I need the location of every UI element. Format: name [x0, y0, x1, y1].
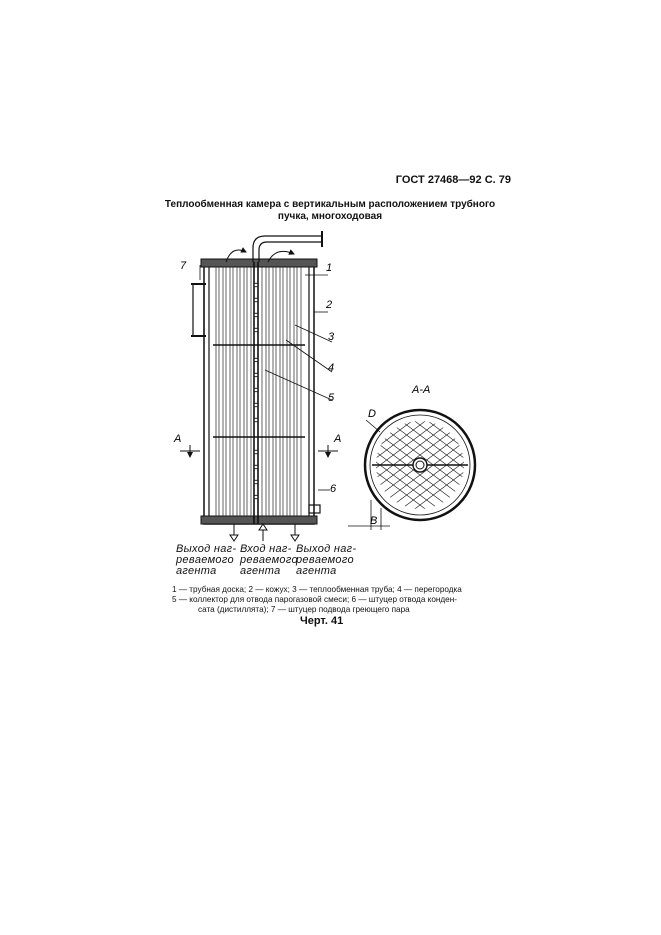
legend-line-1: 1 — трубная доска; 2 — кожух; 3 — теплообменная труба; 4 — перегородка: [172, 585, 462, 594]
flow-label-line: ревaемого: [240, 554, 298, 566]
tube-plates: [201, 259, 317, 524]
part-6-label: 6: [330, 483, 337, 495]
flow-label-line: Вход наг-: [240, 543, 292, 555]
flow-label-line: агента: [176, 565, 217, 577]
title-line-2: пучка, многоходовая: [277, 211, 383, 222]
part-5-label: 5: [328, 392, 335, 404]
standard-header: ГОСТ 27468—92 С. 79: [395, 174, 511, 186]
figure-label: Черт. 41: [300, 615, 344, 627]
part-3-label: 3: [328, 331, 335, 343]
flow-label-line: агента: [296, 565, 337, 577]
part-4-label: 4: [328, 362, 335, 374]
shell: [204, 262, 314, 524]
vapor-outlet-pipe: [253, 231, 322, 262]
legend: [172, 585, 502, 615]
part-1-label: 1: [326, 262, 333, 274]
section-marker-left: А: [174, 433, 182, 445]
flow-label-outlet-left: [176, 544, 236, 577]
section-title: А-А: [412, 384, 431, 396]
flow-label-inlet: [240, 544, 298, 577]
steam-inlet-nozzle: [191, 284, 206, 336]
flow-label-outlet-right: [296, 544, 356, 577]
section-view: [348, 370, 480, 550]
flow-label-line: ревaемого: [296, 554, 354, 566]
dimension-b-label: В: [370, 515, 378, 527]
section-marker-right: А: [334, 433, 342, 445]
legend-line-2: 5 — коллектор для отвода парогазовой смеси; 6 — штуцер отвода конден-: [172, 595, 457, 604]
part-2-label: 2: [326, 299, 333, 311]
flow-arrows-bottom: [230, 524, 299, 541]
dimension-d-label: D: [368, 408, 376, 420]
partitions: [213, 262, 305, 524]
title-line-1: Теплообменная камера с вертикальным расположением трубного: [164, 199, 496, 210]
flow-label-line: Выход наг-: [296, 543, 357, 555]
flow-label-line: агента: [240, 565, 281, 577]
flow-label-line: Выход наг-: [176, 543, 237, 555]
collector: [254, 283, 258, 499]
part-7-label: 7: [180, 260, 187, 272]
flow-label-line: ревaемого: [176, 554, 234, 566]
legend-line-3: сата (дистиллята); 7 — штуцер подвода греющего пара: [198, 605, 410, 614]
